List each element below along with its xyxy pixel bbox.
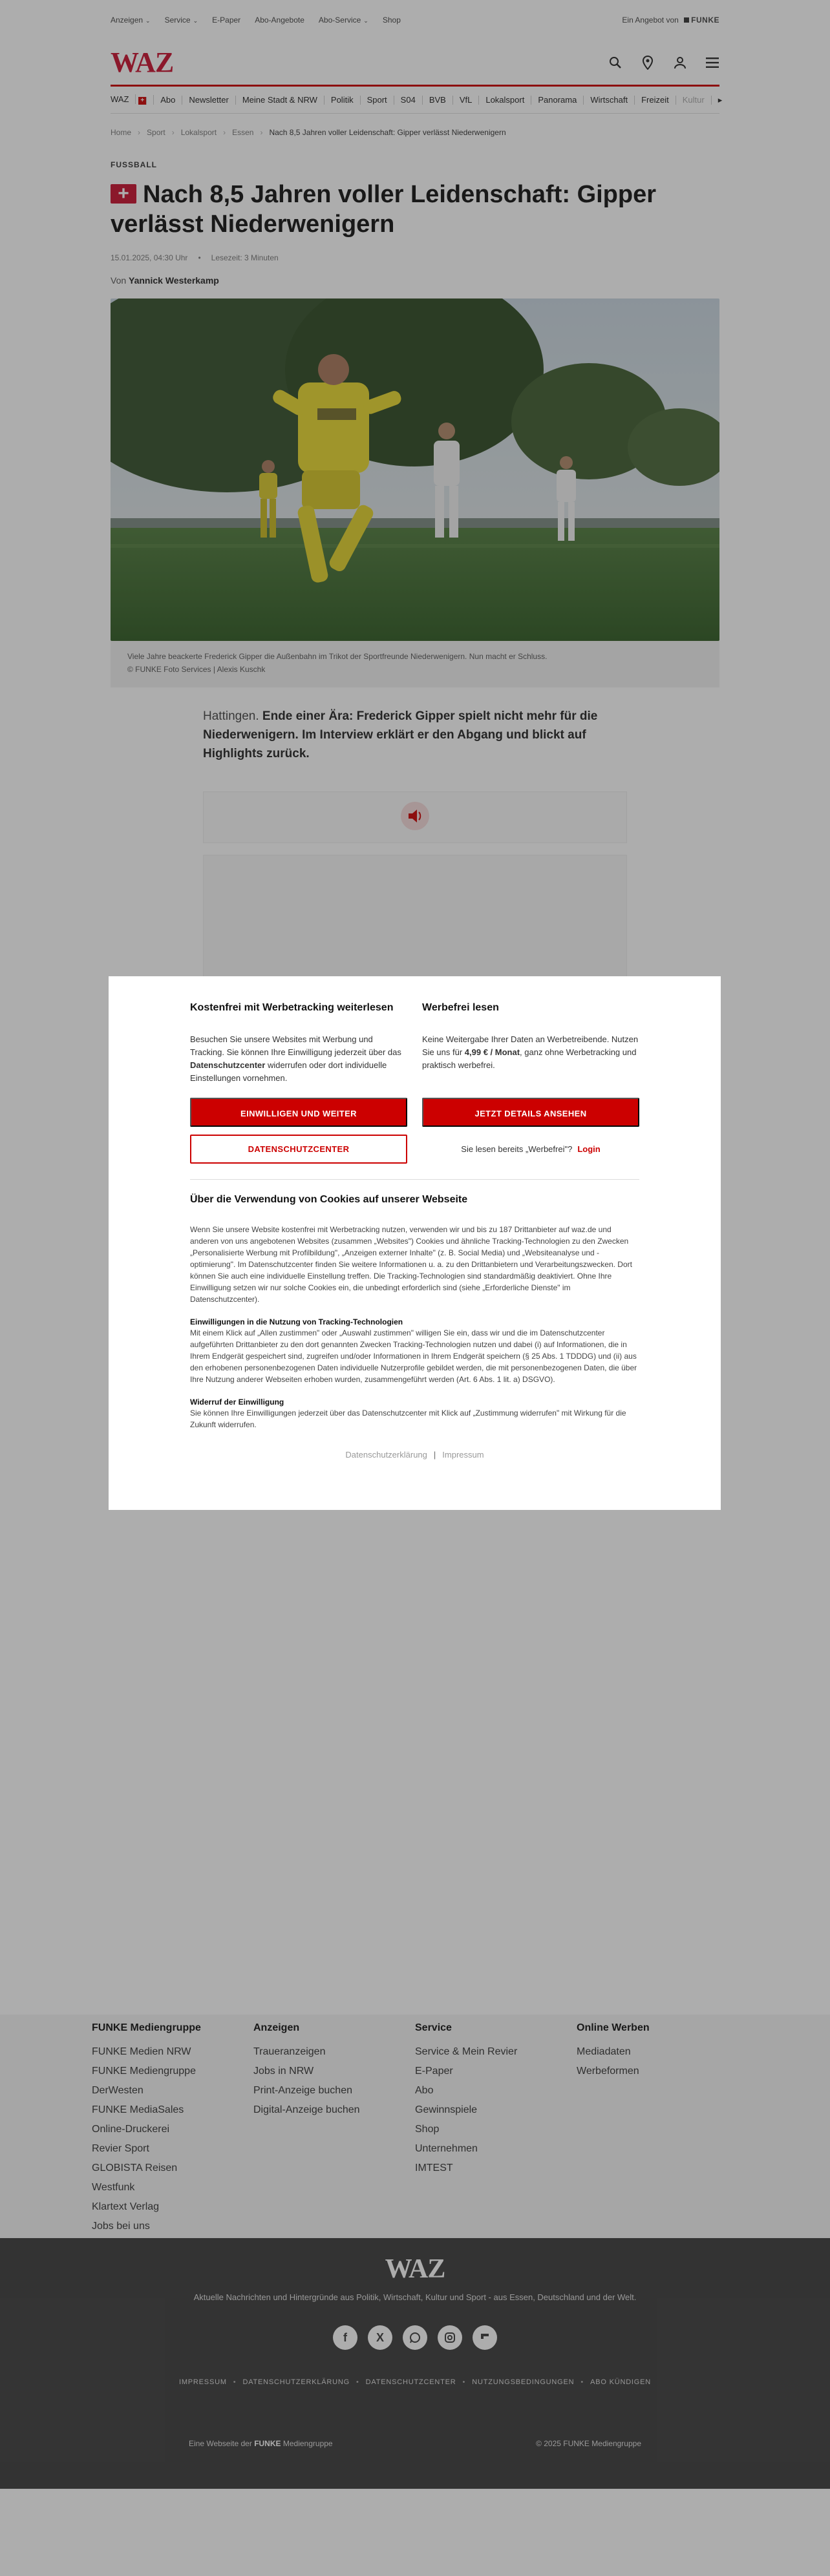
footer-link[interactable]: Abo xyxy=(415,2085,434,2096)
footer-link[interactable]: DerWesten xyxy=(92,2085,144,2096)
author-name[interactable]: Yannick Westerkamp xyxy=(129,275,219,286)
consent-option-tracking xyxy=(190,1002,407,1164)
footer-link[interactable]: Werbeformen xyxy=(577,2066,639,2077)
nav-item-s04[interactable]: S04 xyxy=(394,96,423,105)
footer-col-title: Online Werben xyxy=(577,2022,650,2033)
nav-item-bvb[interactable]: BVB xyxy=(423,96,453,105)
footer-col-title: FUNKE Mediengruppe xyxy=(92,2022,201,2033)
footer-link[interactable]: Unternehmen xyxy=(415,2143,478,2154)
footer-col-title: Service xyxy=(415,2022,452,2033)
cookie-info-paragraph: Wenn Sie unsere Website kostenfrei mit Werbetracking nutzen, verwenden wir und bis zu 187 Drittanbieter auf waz.de und anderen von uns angebotenen Websites (zusammen „Websites") Cookies und ähnliche Tracking-Technologien zu den Zwecken „Personalisierte Werbung mit Profilbildung", „Anzeigen externer Inhalte" (z. B. Social Media) und „Websiteanalyse und -optimierung". Im Datenschutzcenter finden Sie weitere Informationen u. a. zu den Drittanbietern und Verarbeitungszwecken. Dort können Sie auch eine individuelle Einstellung treffen. Die Tracking-Technologien sind standardmäßig deaktiviert. Ohne Ihre Einwilligung setzen wir nur solche Cookies ein, die unbedingt erforderlich sind (siehe „Erforderliche Dienste" im Datenschutzcenter). xyxy=(190,1225,632,1304)
footer-link-separator: | xyxy=(433,1450,436,1460)
footer-link[interactable]: Jobs in NRW xyxy=(253,2066,314,2077)
breadcrumb-separator-icon: › xyxy=(138,128,141,137)
reading-time: Lesezeit: 3 Minuten xyxy=(211,253,279,262)
photo-credit: © FUNKE Foto Services | Alexis Kuschk xyxy=(127,665,266,674)
consent-tracking-text: Besuchen Sie unsere Websites mit Werbung und Tracking. Sie können Ihre Einwilligung jederzeit über das Datenschutzcenter widerrufen oder dort individuelle Einstellungen vornehmen. xyxy=(190,1034,401,1083)
article-date: 15.01.2025, 04:30 Uhr xyxy=(111,253,188,262)
top-link-service[interactable]: Service ⌄ xyxy=(164,16,198,25)
lead-text: Ende einer Ära: Frederick Gipper spielt nicht mehr für die Niederwenigern. Im Interview erklärt er den Abgang und blickt auf Highlights zurück. xyxy=(203,709,598,760)
cookie-revoke-paragraph: Sie können Ihre Einwilligungen jederzeit über das Datenschutzcenter mit Klick auf „Zustimmung widerrufen" mit Wirkung für die Zukunft widerrufen. xyxy=(190,1408,626,1429)
caption-text: Viele Jahre beackerte Frederick Gipper die Außenbahn im Trikot der Sportfreunde Niederwenigern. Nun macht er Schluss. xyxy=(127,652,548,661)
nav-item-waz-plus[interactable]: WAZ + xyxy=(111,95,154,105)
footer-link[interactable]: IMTEST xyxy=(415,2162,453,2173)
accept-and-continue-button[interactable]: EINWILLIGEN UND WEITER xyxy=(190,1098,407,1127)
consent-option-adfree xyxy=(422,1002,639,1164)
top-link-abo-service[interactable]: Abo-Service ⌄ xyxy=(318,16,368,25)
cookie-revoke-heading: Widerruf der Einwilligung xyxy=(190,1398,284,1407)
article-kicker: FUSSBALL xyxy=(111,160,157,169)
login-link[interactable]: Login xyxy=(577,1144,601,1154)
nav-item-meine-stadt[interactable]: Meine Stadt & NRW xyxy=(236,96,325,105)
adfree-price: 4,99 € / Monat xyxy=(464,1047,520,1057)
legal-impressum[interactable]: IMPRESSUM xyxy=(178,2378,227,2386)
consent-footer-links xyxy=(190,1450,639,1460)
legal-separator: • xyxy=(356,2378,359,2386)
footer-tagline: Aktuelle Nachrichten und Hintergründe aus Politik, Wirtschaft, Kultur und Sport - aus Essen, Deutschland und der Welt. xyxy=(193,2292,637,2302)
footer-link[interactable]: Service & Mein Revier xyxy=(415,2046,518,2057)
top-link-abo-angebote[interactable]: Abo-Angebote xyxy=(255,16,304,25)
consent-adfree-text: Keine Weitergabe Ihrer Daten an Werbetreibende. Nutzen Sie uns für 4,99 € / Monat, ganz ohne Werbetracking und praktisch werbefrei. xyxy=(422,1034,639,1070)
top-link-anzeigen[interactable]: Anzeigen ⌄ xyxy=(111,16,151,25)
offer-prefix: Ein Angebot von xyxy=(622,16,679,25)
legal-datenschutzcenter[interactable]: DATENSCHUTZCENTER xyxy=(365,2378,456,2386)
footer-link[interactable]: FUNKE Medien NRW xyxy=(92,2046,191,2057)
breadcrumb-home[interactable]: Home xyxy=(111,128,132,137)
footer-link[interactable]: Digital-Anzeige buchen xyxy=(253,2104,360,2115)
footer-link[interactable]: Klartext Verlag xyxy=(92,2201,160,2212)
view-details-button[interactable]: JETZT DETAILS ANSEHEN xyxy=(422,1098,639,1127)
legal-separator: • xyxy=(462,2378,466,2386)
breadcrumb-essen[interactable]: Essen xyxy=(232,128,254,137)
facebook-icon[interactable]: f xyxy=(333,2325,357,2350)
imprint-link[interactable]: Impressum xyxy=(442,1450,484,1460)
legal-separator: • xyxy=(233,2378,237,2386)
legal-separator: • xyxy=(580,2378,584,2386)
nav-item-freizeit[interactable]: Freizeit xyxy=(635,96,676,105)
footer-publisher: Eine Webseite der FUNKE Mediengruppe xyxy=(189,2439,333,2448)
consent-tracking-title: Kostenfrei mit Werbetracking weiterlesen xyxy=(190,1002,394,1013)
already-subscribed: Sie lesen bereits „Werbefrei"? Login xyxy=(461,1144,601,1154)
footer-link[interactable]: Online-Druckerei xyxy=(92,2124,170,2135)
footer-link[interactable]: Gewinnspiele xyxy=(415,2104,478,2115)
top-link-epaper[interactable]: E-Paper xyxy=(212,16,241,25)
breadcrumb-separator-icon: › xyxy=(171,128,175,137)
nav-item-panorama[interactable]: Panorama xyxy=(531,96,584,105)
breadcrumb-lokalsport[interactable]: Lokalsport xyxy=(180,128,217,137)
nav-scroll-right-icon[interactable]: ▸ xyxy=(718,94,723,105)
waz-logo[interactable]: WAZ xyxy=(111,46,174,78)
cookie-consent-paragraph: Mit einem Klick auf „Allen zustimmen" oder „Auswahl zustimmen" willigen Sie ein, dass wir und die im Datenschutzcenter aufgeführten Drittanbieter zu den dort genannten Zwecken Tracking-Technologien nutzen und dabei (i) auf Informationen, die in Ihrem Endgerät gespeichert sind, zugreifen und/oder Informationen in Ihrem Endgerät speichern (§ 25 Abs. 1 TDDDG) und (ii) aus den erhobenen personenbezogenen Daten individuelle Nutzerprofile gebildet werden, die mit personenbezogenen Daten, die über Ihre Nutzung anderer Webseiten erhoben wurden, zusammengeführt werden (Art. 6 Abs. 1 lit. a) DSGVO). xyxy=(190,1328,637,1384)
breadcrumb-separator-icon: › xyxy=(223,128,226,137)
plus-badge: + xyxy=(138,97,147,105)
consent-dialog xyxy=(109,976,721,1510)
footer-link[interactable]: E-Paper xyxy=(415,2066,453,2077)
nav-item-politik[interactable]: Politik xyxy=(325,96,361,105)
legal-nutzungsbedingungen[interactable]: NUTZUNGSBEDINGUNGEN xyxy=(472,2378,575,2386)
footer-waz-logo[interactable]: WAZ xyxy=(385,2254,445,2284)
footer-link[interactable]: GLOBISTA Reisen xyxy=(92,2162,178,2173)
top-link-shop[interactable]: Shop xyxy=(382,16,401,25)
footer-link[interactable]: Westfunk xyxy=(92,2182,135,2193)
nav-item-vfl[interactable]: VfL xyxy=(453,96,480,105)
nav-item-newsletter[interactable]: Newsletter xyxy=(182,96,235,105)
legal-datenschutzerklaerung[interactable]: DATENSCHUTZERKLÄRUNG xyxy=(242,2378,350,2386)
nav-item-lokalsport[interactable]: Lokalsport xyxy=(479,96,531,105)
footer-link[interactable]: Shop xyxy=(415,2124,440,2135)
breadcrumb-sport[interactable]: Sport xyxy=(147,128,165,137)
nav-item-kultur[interactable]: Kultur xyxy=(676,96,712,105)
footer-link[interactable]: Print-Anzeige buchen xyxy=(253,2085,352,2096)
cookie-info-title: Über die Verwendung von Cookies auf unserer Webseite xyxy=(190,1194,468,1205)
author-prefix: Von xyxy=(111,275,127,286)
footer-col-title: Anzeigen xyxy=(253,2022,300,2033)
offer-brand: FUNKE xyxy=(691,16,719,25)
footer-link[interactable]: FUNKE Mediengruppe xyxy=(92,2066,196,2077)
legal-abo-kuendigen[interactable]: ABO KÜNDIGEN xyxy=(590,2378,652,2386)
nav-item-sport[interactable]: Sport xyxy=(361,96,394,105)
headline-text: Nach 8,5 Jahren voller Leidenschaft: Gipper verlässt Niederwenigern xyxy=(111,181,657,238)
breadcrumb-current: Nach 8,5 Jahren voller Leidenschaft: Gipper verlässt Niederwenigern xyxy=(269,128,506,137)
x-icon[interactable]: X xyxy=(368,2325,392,2350)
consent-divider xyxy=(190,1179,639,1180)
chevron-down-icon: ⌄ xyxy=(145,17,151,24)
privacy-policy-link[interactable]: Datenschutzerklärung xyxy=(345,1450,427,1460)
nav-item-abo[interactable]: Abo xyxy=(154,96,182,105)
plus-article-badge: + xyxy=(111,184,136,204)
breadcrumb-separator-icon: › xyxy=(260,128,263,137)
chevron-down-icon: ⌄ xyxy=(193,17,198,24)
footer-copyright: © 2025 FUNKE Mediengruppe xyxy=(536,2439,641,2448)
footer-link[interactable]: FUNKE MediaSales xyxy=(92,2104,184,2115)
nav-item-wirtschaft[interactable]: Wirtschaft xyxy=(584,96,635,105)
footer-link[interactable]: Traueranzeigen xyxy=(253,2046,326,2057)
consent-adfree-title: Werbefrei lesen xyxy=(422,1002,499,1013)
datenschutzcenter-link[interactable]: Datenschutzcenter xyxy=(190,1060,266,1070)
meta-dot: • xyxy=(198,253,201,262)
footer-link[interactable]: Mediadaten xyxy=(577,2046,631,2057)
lead-location: Hattingen. xyxy=(203,709,259,723)
cookie-info xyxy=(190,1194,639,1430)
chevron-down-icon: ⌄ xyxy=(363,17,368,24)
privacy-center-button[interactable]: DATENSCHUTZCENTER xyxy=(190,1135,407,1164)
footer-link[interactable]: Jobs bei uns xyxy=(92,2221,150,2232)
footer-link[interactable]: Revier Sport xyxy=(92,2143,149,2154)
cookie-consent-heading: Einwilligungen in die Nutzung von Tracking-Technologien xyxy=(190,1317,403,1326)
